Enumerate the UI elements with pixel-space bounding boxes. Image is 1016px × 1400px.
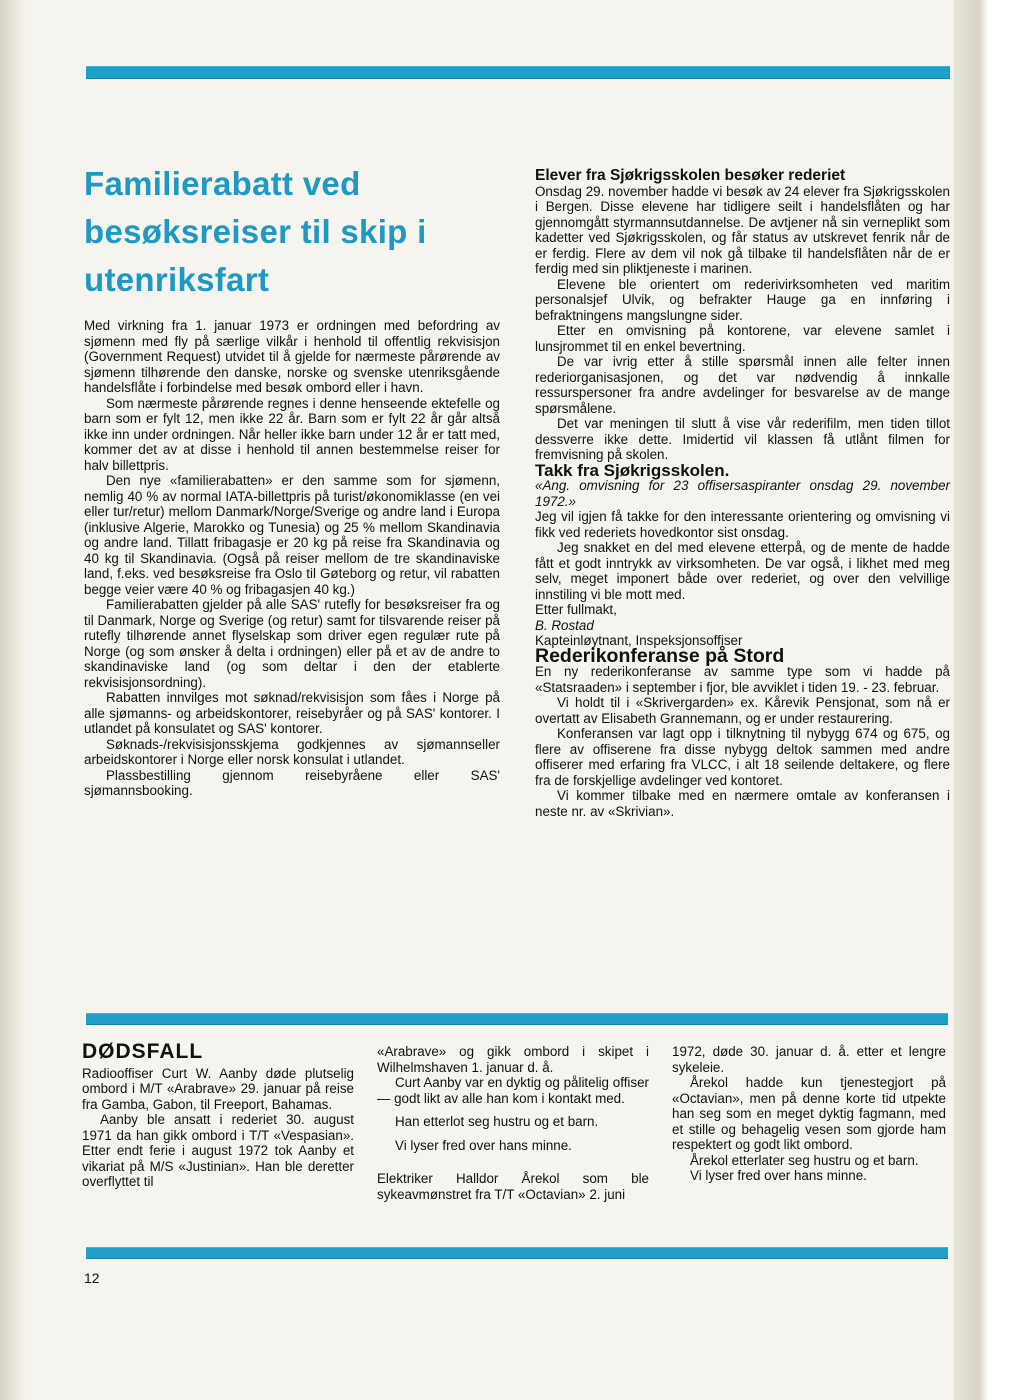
dodsfall-paragraph: Elektriker Halldor Årekol som ble sykeavmønstret fra T/T «Octavian» 2. juni [377,1171,649,1202]
article-paragraph: Den nye «familierabatten» er den samme som for sjømenn, nemlig 40 % av normal IATA-billettpris på turist/økonomiklasse (en vei eller tur/retur) mellom Danmark/Norge/Sverige og andre land i Europa (inklusive Algerie, Marokko og Tunesia) og 25 % mellom Skandinavia og andre land. Tillatt fribagasje er 20 kg på reise fra Skandinavia og 40 kg til Skandinavia. (Også på reiser mellom de tre skandinaviske land, f.eks. ved besøksreise fra Oslo til Gøteborg og retur, vil rabatten begge veier være 40 % og fribagasjen 40 kg.) [84,473,500,597]
takk-quote: «Ang. omvisning for 23 offisersaspiranter onsdag 29. november 1972.» [535,478,950,509]
elever-paragraph: Onsdag 29. november hadde vi besøk av 24 elever fra Sjøkrigsskolen i Bergen. Disse elevene har tidligere seilt i handelsflåten og har gjennomgått styrmannsutdannelse. De avtjener nå sin verneplikt som kadetter ved Sjøkrigsskolen, og får status av utskrevet fenrik når de er ferdig. Flere av dem vil nok gå tilbake til handelsflåten når de er ferdig med sin pliktjeneste i marinen. [535,183,950,276]
elever-paragraph: Elevene ble orientert om rederivirksomheten ved maritim personalsjef Ulvik, og befrakter Hauge ga en innføring i befraktningens mangslungne sider. [535,276,950,323]
article-headline: Familierabatt ved besøksreiser til skip i utenriksfart [84,165,427,298]
page-number: 12 [84,1270,100,1286]
article-paragraph: Søknads-/rekvisisjonsskjema godkjennes av sjømannseller arbeidskontorer i Norge eller norsk konsulat i utlandet. [84,736,500,767]
takk-paragraph: Jeg snakket en del med elevene etterpå, og de mente de hadde fått et godt inntrykk av virksomheten. De var også, i likhet med meg selv, meget imponert både over rederiet, og over den velvillige innstiling vi ble mott med. [535,540,950,602]
dodsfall-column-3 [672,1044,946,1184]
dodsfall-paragraph: Aanby ble ansatt i rederiet 30. august 1971 da han gikk ombord i T/T «Vespasian». Etter endt ferie i august 1972 tok Aanby et vikariat på M/S «Justinian». Han ble deretter overflyttet til [82,1112,354,1189]
dodsfall-paragraph: Vi lyser fred over hans minne. [690,1168,867,1183]
takk-paragraph: Jeg vil igjen få takke for den interessante orientering og omvisning vi fikk ved rederiets hovedkontor sist onsdag. [535,509,950,540]
dodsfall-paragraph: Curt Aanby var en dyktig og pålitelig offiser — godt likt av alle han kom i kontakt med. [377,1075,649,1106]
right-column [535,168,950,819]
dodsfall-paragraph: Vi lyser fred over hans minne. [395,1137,572,1153]
middle-blue-rule [86,1013,948,1025]
bottom-blue-rule [86,1247,948,1259]
article-paragraph: Som nærmeste pårørende regnes i denne henseende ektefelle og barn som er fylt 12, men ikke 22 år. Barn som er fylt 22 år går altså ikke inn under ordningen. Når heller ikke barn under 12 år er tatt med, kommer det av at disse i henhold til annen bestemmelse reiser for halv billettpris. [84,395,500,473]
elever-paragraph: Etter en omvisning på kontorene, var elevene samlet i lunsjrommet til en enkel bevertning. [535,323,950,354]
takk-title: Takk fra Sjøkrigsskolen. [535,460,730,480]
article-paragraph: Familierabatten gjelder på alle SAS' rutefly for besøksreiser fra og til Danmark, Norge og Sverige (og retur) samt for tilsvarende reiser på rutefly tilhørende annet flyselskap som driver egen regulær rute på Norge (og som ønsker å delta i ordningen) eller på et av de andre to skandinaviske land (og som deltar i den der etablerte rekvisisjonsordning). [84,597,500,690]
dodsfall-paragraph: Årekol hadde kun tjenestegjort på «Octavian», men på denne korte tid utpekte han seg som en meget dyktig fagmann, med et stille og behagelig vesen som gjorde ham respektert og godt likt ombord. [672,1075,946,1152]
spacer [377,1153,649,1171]
dodsfall-paragraph: Han etterlot seg hustru og et barn. [395,1114,599,1129]
rederikonferanse-paragraph: Konferansen var lagt opp i tilknytning til nybygg 674 og 675, og flere av offiserene fra disse nybygg deltok sammen med andre offiserer med erfaring fra VLCC, i alt 18 seilende deltakere, og flere fra de forskjellige avdelinger ved kontoret. [535,726,950,788]
takk-signer: B. Rostad [535,617,594,633]
article-paragraph: Med virkning fra 1. januar 1973 er ordningen med befordring av sjømenn med fly på særlige vilkår i henhold til offentlig rekvisisjon (Government Request) utvidet til å gjelde for nærmeste pårørende av sjømenn tilhørende den danske, norske og svenske utenriksgående handelsflåte i forbindelse med besøk ombord eller i havn. [84,318,500,395]
article-paragraph: Rabatten innvilges mot søknad/rekvisisjon som fåes i Norge på alle sjømanns- og arbeidskontorer, reisebyråer og på SAS' kontorer. I utlandet på konsulatet og SAS' kontorer. [84,690,500,736]
article-paragraph: Plassbestilling gjennom reisebyråene eller SAS' sjømannsbooking. [84,767,500,798]
dodsfall-column-2 [377,1044,649,1202]
dodsfall-paragraph: Årekol etterlater seg hustru og et barn. [690,1152,919,1168]
rederikonferanse-paragraph: Vi kommer tilbake med en nærmere omtale av konferansen i neste nr. av «Skrivian». [535,788,950,819]
dodsfall-paragraph: Radiooffiser Curt W. Aanby døde plutselig ombord i M/T «Arabrave» 29. januar på reise fra Gamba, Gabon, til Freeport, Bahamas. [82,1065,354,1112]
rederikonferanse-paragraph: Vi holdt til i «Skrivergarden» ex. Kårevik Pensjonat, som nå er overtatt av Elisabeth Grannemann, og er under restaurering. [535,695,950,726]
rederikonferanse-paragraph: En ny rederikonferanse av samme type som vi hadde på «Statsraaden» i september i fjor, ble avviklet i tiden 19. - 23. februar. [535,664,950,695]
familierabatt-article-body [84,318,500,799]
takk-signer-title: Kapteinløytnant, Inspeksjonsoffiser [535,633,743,648]
rederikonferanse-title: Rederikonferanse på Stord [535,644,785,667]
dodsfall-title: DØDSFALL [82,1040,204,1063]
page-edge-shadow [0,0,26,1400]
spacer [377,1130,649,1138]
dodsfall-paragraph: 1972, døde 30. januar d. å. etter et lengre sykeleie. [672,1044,946,1075]
dodsfall-paragraph: «Arabrave» og gikk ombord i skipet i Wilhelmshaven 1. januar d. å. [377,1044,649,1075]
takk-signoff: Etter fullmakt, [535,602,617,617]
elever-paragraph: De var ivrig etter å stille spørsmål innen alle felter innen rederiorganisasjonen, og det var nødvendig å innkalle ressurspersoner fra andre avdelinger for besvarelse av de mange spørsmålene. [535,354,950,416]
next-page-edge [954,0,1016,1400]
elever-title: Elever fra Sjøkrigsskolen besøker rederiet [535,167,846,184]
spacer [377,1106,649,1114]
elever-paragraph: Det var meningen til slutt å vise vår rederifilm, men tiden tillot dessverre ikke dette. Imidertid vil klassen få utlånt filmen for fremvisning på skolen. [535,416,950,462]
dodsfall-column-1 [82,1040,354,1190]
top-blue-rule [86,66,950,79]
